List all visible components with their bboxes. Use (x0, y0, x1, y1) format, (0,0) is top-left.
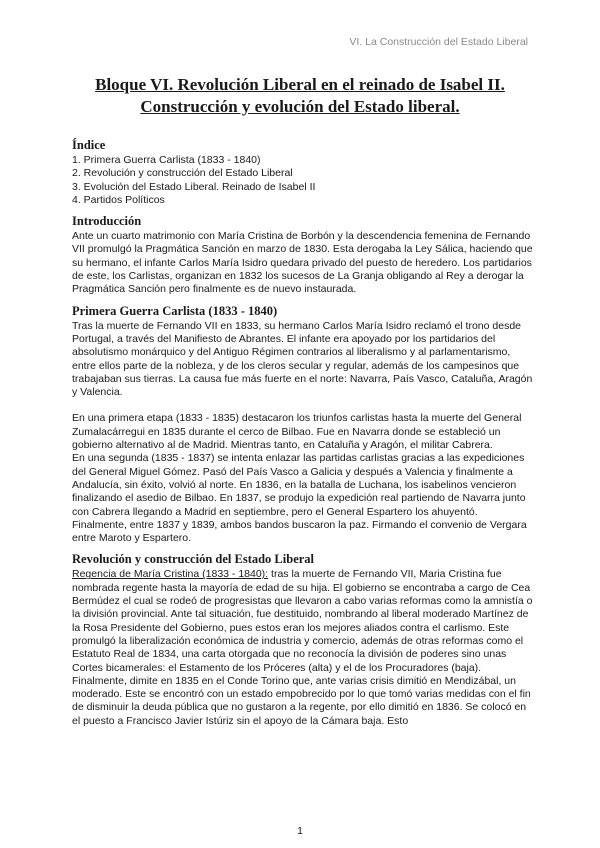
carlist-war-paragraph-2: En una primera etapa (1833 - 1835) destacaron los triunfos carlistas hasta la muerte del General Zumalacárregui en 1835 durante el cerco de Bilbao. Fue en Navarra donde se estableció un gobierno alternativo al de Madrid. Mientras tanto, en Cataluña y Aragón, el militar Cabrera. (72, 412, 522, 452)
carlist-war-paragraph-1: Tras la muerte de Fernando VII en 1833, su hermano Carlos María Isidro reclamó el trono desde Portugal, a través del Manifiesto de Abrantes. El infante era apoyado por los partidarios del absolutismo monárquico y del Antiguo Régimen contrarios al liberalismo y al parlamentarismo, entre ellos parte de la nobleza, y de los cleros secular y regular, además de los campesinos que trabajaban sus tierras. La causa fue más fuerte en el norte: Navarra, País Vasco, Cataluña, Aragón y Valencia. (72, 319, 533, 399)
document-title (0, 74, 600, 118)
title-line-1: Bloque VI. Revolución Liberal en el reinado de Isabel II. (95, 75, 505, 94)
title-line-2: Construcción y evolución del Estado liberal. (140, 97, 460, 116)
index-item: 1. Primera Guerra Carlista (1833 - 1840) (72, 154, 261, 166)
intro-heading: Introducción (72, 214, 142, 229)
document-body (72, 138, 534, 735)
index-heading: Índice (72, 138, 106, 152)
revolution-paragraph-1 (72, 568, 534, 674)
regency-label: Regencia de María Cristina (1833 - 1840): (72, 568, 269, 581)
intro-paragraph: Ante un cuarto matrimonio con María Cristina de Borbón y la descendencia femenina de Fernando VII promulgó la Pragmática Sanción en marzo de 1830. Esta derogaba la Ley Sálica, haciendo que su hermano, el infante Carlos María Isidro quedara privado del puesto de heredero. Los partidarios de este, los Carlistas, organizan en 1832 los sucesos de La Granja obligando al Rey a derogar la Pragmática Sanción pero finalmente es de nuevo instaurada. (72, 230, 533, 296)
running-header: VI. La Construcción del Estado Liberal (349, 36, 528, 48)
index-item: 4. Partidos Políticos (72, 193, 165, 206)
revolution-section (72, 552, 534, 728)
revolution-heading: Revolución y construcción del Estado Liberal (72, 552, 315, 567)
index-item: 3. Evolución del Estado Liberal. Reinado de Isabel II (72, 180, 316, 193)
carlist-war-section (72, 304, 534, 546)
index-item: 2. Revolución y construcción del Estado Liberal (72, 167, 293, 180)
intro-section (72, 214, 534, 296)
carlist-war-paragraph-4: Finalmente, entre 1837 y 1839, ambos bandos buscaron la paz. Firmando el convenio de Vergara entre Maroto y Espartero. (72, 518, 527, 545)
regency-text: tras la muerte de Fernando VII, Maria Cristina fue nombrada regente hasta la mayoría de edad de su hija. El gobierno se encontraba a cargo de Cea Bermúdez el cual se rodeó de progresistas que llevaron a cabo varias reformas como la amnistía o la división provincial. Ante tal situación, fue destituido, nombrando al liberal moderado Martínez de la Rosa Presidente del Gobierno, pues estos eran los mejores aliados contra el carlismo. Este promulgó la liberalización económica de industria y comercio, además de otras reformas como el Estatuto Real de 1834, una carta otorgada que no reconocía la división de poderes sino unas Cortes bicamerales: el Estamento de los Próceres (alta) y el de los Procuradores (baja). (72, 568, 533, 674)
revolution-paragraph-2: Finalmente, dimite en 1835 en el Conde Torino que, ante varias crisis dimitió en Mendizábal, un moderado. Este se encontró con un estado empobrecido por lo que tomó varias medidas con el fin de disminuir la deuda pública que no gustaron a la regente, por ello dimitió en 1836. Se colocó en el puesto a Francisco Javier Istúriz sin el apoyo de la Cámara baja. Esto (72, 674, 531, 727)
page-number: 1 (297, 825, 303, 837)
carlist-war-heading: Primera Guerra Carlista (1833 - 1840) (72, 303, 278, 318)
index-section (72, 138, 534, 207)
carlist-war-paragraph-3: En una segunda (1835 - 1837) se intenta enlazar las partidas carlistas gracias a las expediciones del General Miguel Gómez. Pasó del País Vasco a Galicia y después a Valencia y finalmente a Andalucía, sin éxito, volvió al norte. En 1836, en la batalla de Luchana, los isabelinos vencieron finalizando el asedio de Bilbao. En 1837, se produjo la expedición real partiendo de Navarra junto con Cabrera llegando a Madrid en septiembre, pero el General Espartero los ahuyentó. (72, 452, 526, 518)
